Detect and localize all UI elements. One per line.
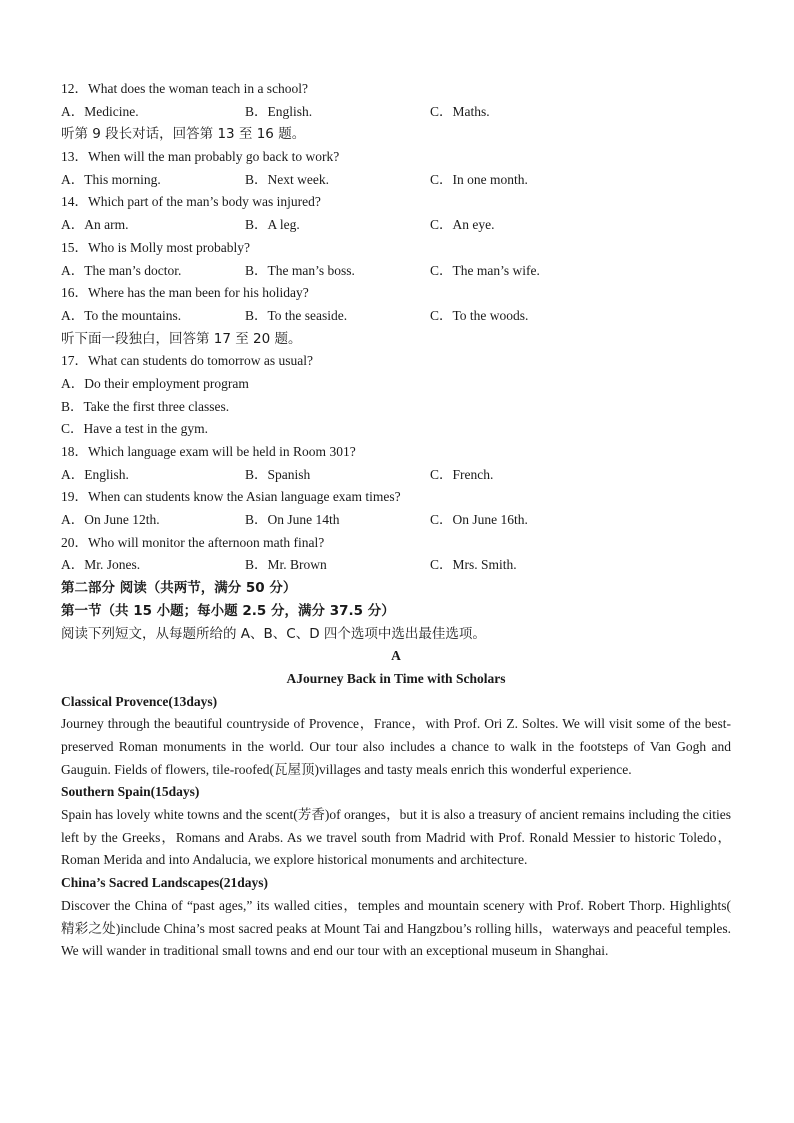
option-c: C．The man’s wife. <box>430 262 540 278</box>
option-a: A．To the mountains. <box>61 307 182 323</box>
option-a: A．The man’s doctor. <box>61 262 182 278</box>
question-15: 15．Who is Molly most probably? <box>61 239 250 255</box>
options-15 <box>61 260 731 283</box>
question-16: 16．Where has the man been for his holiday? <box>61 285 309 301</box>
tour-heading-china: China’s Sacred Landscapes(21days) <box>61 875 269 891</box>
option-b: B．On June 14th <box>245 512 340 528</box>
option-c: C．In one month. <box>430 171 528 187</box>
options-19 <box>61 509 731 532</box>
options-14 <box>61 214 731 237</box>
option-c: C．Have a test in the gym. <box>61 421 208 437</box>
option-a: A．Do their employment program <box>61 375 249 391</box>
question-14: 14．Which part of the man’s body was injured? <box>61 194 321 210</box>
passage-title: AJourney Back in Time with Scholars <box>286 670 506 686</box>
options-20 <box>61 554 731 577</box>
options-18 <box>61 464 731 487</box>
option-a: A．Medicine. <box>61 103 139 119</box>
option-b: B．A leg. <box>245 217 300 233</box>
option-a: A．This morning. <box>61 171 161 187</box>
option-b: B．To the seaside. <box>245 307 348 323</box>
tour-heading-provence: Classical Provence(13days) <box>61 693 218 709</box>
option-a: A．Mr. Jones. <box>61 557 141 573</box>
question-13: 13．When will the man probably go back to work? <box>61 149 340 165</box>
tour-text-provence: Journey through the beautiful countryside of Provence，France，with Prof. Ori Z. Soltes. We will visit some of the best-preserved Roman monuments in the world. Our tour also includes a chance to walk in the footsteps of Van Gogh and Gauguin. Fields of flowers, tile-roofed(瓦屋顶)villages and tasty meals enrich this wonderful experience. <box>61 716 731 777</box>
reading-instruction: 阅读下列短文，从每题所给的 A、B、C、D 四个选项中选出最佳选项。 <box>61 625 486 642</box>
option-b: B．English. <box>245 103 313 119</box>
passage-letter: A <box>391 648 401 664</box>
option-c: C．Maths. <box>430 103 490 119</box>
option-b: B．Spanish <box>245 466 311 482</box>
section-instruction-13-16: 听第 9 段长对话，回答第 13 至 16 题。 <box>61 126 306 143</box>
option-c: C．To the woods. <box>430 307 529 323</box>
option-a: A．An arm. <box>61 217 129 233</box>
option-b: B．Take the first three classes. <box>61 398 230 414</box>
exam-page <box>61 78 731 963</box>
question-20: 20．Who will monitor the afternoon math final? <box>61 534 325 550</box>
tour-text-spain: Spain has lovely white towns and the scent(芳香)of oranges，but it is also a treasury of ancient remains including the cities left by the Greeks，Romans and Arabs. As we travel south from Madrid with Prof. Ronald Messier to historic Toledo，Roman Merida and into Andalucia, we explore historical monuments and architecture. <box>61 807 731 868</box>
options-16 <box>61 305 731 328</box>
section-title: 第一节（共 15 小题；每小题 2.5 分，满分 37.5 分） <box>61 602 395 619</box>
tour-heading-spain: Southern Spain(15days) <box>61 784 200 800</box>
options-12 <box>61 101 731 124</box>
options-13 <box>61 169 731 192</box>
question-19: 19．When can students know the Asian language exam times? <box>61 489 401 505</box>
option-c: C．French. <box>430 466 494 482</box>
option-b: B．Mr. Brown <box>245 557 327 573</box>
option-a: A．English. <box>61 466 129 482</box>
question-12: 12．What does the woman teach in a school? <box>61 81 309 96</box>
question-17: 17．What can students do tomorrow as usual? <box>61 353 313 369</box>
option-c: C．On June 16th. <box>430 512 528 528</box>
question-18: 18．Which language exam will be held in Room 301? <box>61 444 356 459</box>
option-c: C．An eye. <box>430 217 495 233</box>
part-title: 第二部分 阅读（共两节，满分 50 分） <box>61 580 297 597</box>
tour-text-china: Discover the China of “past ages,” its walled cities，temples and mountain scenery with Prof. Robert Thorp. Highlights( 精彩之处)include China’s most sacred peaks at Mount Tai and Hangzbou’s rolling hills，waterways and peaceful temples. We will wander in traditional small towns and end our tour with an exceptional museum in Shanghai. <box>61 897 731 959</box>
option-b: B．The man’s boss. <box>245 262 355 278</box>
section-instruction-17-20: 听下面一段独白，回答第 17 至 20 题。 <box>61 330 302 347</box>
option-a: A．On June 12th. <box>61 512 160 528</box>
option-c: C．Mrs. Smith. <box>430 557 517 573</box>
option-b: B．Next week. <box>245 171 329 187</box>
